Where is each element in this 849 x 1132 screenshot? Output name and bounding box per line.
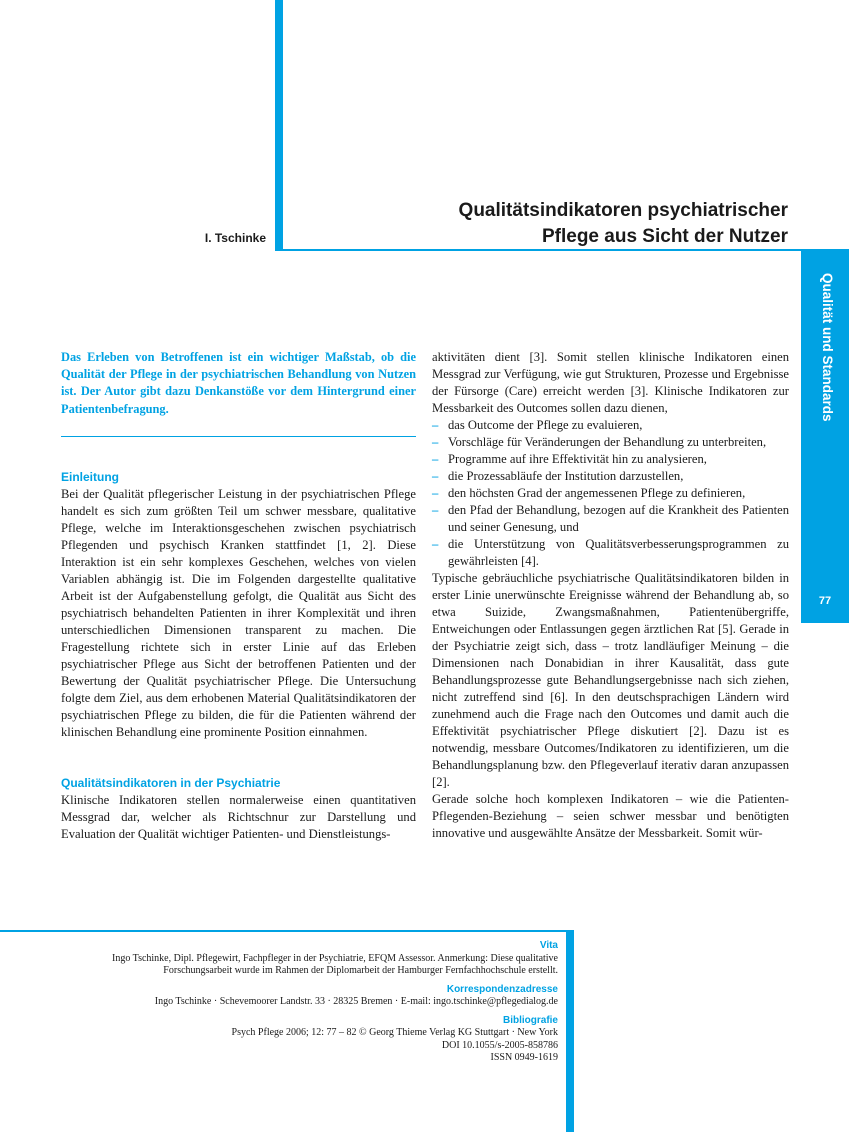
abstract: Das Erleben von Betroffenen ist ein wichtiger Maßstab, ob die Qualität der Pflege in der psychiatrischen Behandlung von Nutzen ist. Der Autor gibt dazu Denkanstöße vor dem Hintergrund einer Patientenbefragung. xyxy=(61,350,416,416)
bibliography-heading: Bibliografie xyxy=(502,1014,558,1026)
list-item: – die Unterstützung von Qualitätsverbesserungsprogrammen zu gewährleisten [4]. xyxy=(432,537,789,568)
list-item: – den höchsten Grad der angemessenen Pflege zu definieren, xyxy=(432,486,746,500)
dash-bullet: – xyxy=(432,503,439,517)
list-item: – Programme auf ihre Effektivität hin zu analysieren, xyxy=(432,452,707,466)
section-label: Qualität und Standards xyxy=(820,273,835,422)
right-column xyxy=(432,349,789,842)
vita-line-2: Forschungsarbeit wurde im Rahmen der Diplomarbeit der Hamburger Fernfachhochschule erstellt. xyxy=(163,965,558,976)
header-accent-bar xyxy=(275,0,283,251)
footer-accent-bar xyxy=(566,930,574,1132)
list-item: – den Pfad der Behandlung, bezogen auf die Krankheit des Patienten und seiner Genesung, und xyxy=(432,503,789,534)
title-line-2: Pflege aus Sicht der Nutzer xyxy=(541,226,788,247)
doi: DOI 10.1055/s-2005-858786 xyxy=(441,1039,558,1051)
intro-paragraph: Bei der Qualität pflegerischer Leistung in der psychiatrischen Pflege handelt es sich zum größten Teil um schwer messbare, qualitative Pflege, welche im Interaktionsgeschehen zwischen psychiatrisch Pflegenden und psychisch Kranken stattfindet [1, 2]. Diese Interaktion ist ein sehr komplexes Geschehen, welches von vielen Variablen abhängig ist. Die im Folgenden dargestellte qualitative Arbeit ist der Aufgabenstellung gefolgt, die Qualität aus Sicht des psychiatrisch behandelten Patienten in ihrer Komplexität und ihren unterschiedlichen Dimensionen transparent zu machen. Die Fragestellung richtete sich in erster Linie auf das Erleben psychiatrischer Pflege aus Sicht der betroffenen Patienten und der Bewertung der Qualität psychiatrischer Pflege. Die Untersuchung folgte dem Ziel, aus dem erhobenen Material Qualitätsindikatoren der psychiatrischen Pflege zu bilden, die für die Patienten während der klinischen Behandlung eine prominente Position einnahmen. xyxy=(61,486,416,739)
footer-rule xyxy=(0,930,574,932)
dash-bullet: – xyxy=(432,435,439,449)
page-number: 77 xyxy=(818,595,832,607)
dash-bullet: – xyxy=(432,537,439,551)
article-title xyxy=(328,198,788,250)
dash-bullet: – xyxy=(432,452,439,466)
indicators-paragraph: Klinische Indikatoren stellen normalerweise einen quantitativen Messgrad dar, welcher als Richtschnur zur Darstellung und Evaluation der Qualität wichtiger Patienten- und Dienstleistungs- xyxy=(61,792,416,841)
right-paragraph-1: aktivitäten dient [3]. Somit stellen klinische Indikatoren einen Messgrad zur Verfügung, wie gut Strukturen, Prozesse und Ergebnisse der Fürsorge (Care) erreicht werden [3]. Klinische Indikatoren zur Messbarkeit des Outcomes sollen dazu dienen, xyxy=(432,350,789,415)
issn: ISSN 0949-1619 xyxy=(490,1052,558,1063)
author-name: I. Tschinke xyxy=(204,231,266,245)
citation: Psych Pflege 2006; 12: 77 – 82 © Georg Thieme Verlag KG Stuttgart · New York xyxy=(231,1027,558,1038)
list-item: – die Prozessabläufe der Institution darzustellen, xyxy=(432,469,684,483)
right-paragraph-2: Typische gebräuchliche psychiatrische Qualitätsindikatoren bilden in erster Linie unerwünschte Ereignisse während der Behandlung ab, so etwa Suizide, Zwangsmaßnahmen, Patientenübergriffe, Entweichungen oder Entlassungen gegen ärztlichen Rat [5]. Gerade in der Psychiatrie zeigt sich, dass – trotz landläufiger Meinung – die Dimensionen nach Donabidian in ihrer Kausalität, dass gute Behandlungsprozesse gute Behandlungsergebnisse nach sich ziehen, nicht zutreffend sind [6]. In den deutschsprachigen Ländern wird zunehmend auch die Frage nach den Outcomes und damit auch die Effektivität psychiatrischer Pflege diskutiert [2]. Dazu ist es notwendig, messbare Outcomes/Indikatoren zu identifizieren, um die Behandlungsplanung bzw. den Pflegeverlauf iterativ daran anzupassen [2]. xyxy=(432,571,789,789)
list-item: – das Outcome der Pflege zu evaluieren, xyxy=(432,418,643,432)
title-line-1: Qualitätsindikatoren psychiatrischer xyxy=(458,200,788,221)
vita-heading: Vita xyxy=(539,940,558,951)
article-info-box xyxy=(18,940,558,1065)
right-paragraph-3: Gerade solche hoch komplexen Indikatoren – wie die Patienten-Pflegenden-Beziehung – seien schwer messbar und benötigten innovative und ausgewählte Ansätze der Messbarkeit. Somit wür- xyxy=(432,792,789,840)
dash-bullet: – xyxy=(432,469,439,483)
left-column xyxy=(61,349,416,843)
heading-quality-indicators: Qualitätsindikatoren in der Psychiatrie xyxy=(61,775,281,790)
dash-bullet: – xyxy=(432,486,439,500)
indicator-purpose-list xyxy=(432,417,789,570)
contact-address: Ingo Tschinke · Schevemoorer Landstr. 33 · 28325 Bremen · E-mail: ingo.tschinke@pflegedialog.de xyxy=(154,996,558,1007)
contact-heading: Korrespondenzadresse xyxy=(446,983,558,995)
list-item: – Vorschläge für Veränderungen der Behandlung zu unterbreiten, xyxy=(432,435,767,449)
section-side-tab xyxy=(801,251,849,623)
dash-bullet: – xyxy=(432,418,439,432)
abstract-divider xyxy=(61,436,416,437)
vita-line-1: Ingo Tschinke, Dipl. Pflegewirt, Fachpfleger in der Psychiatrie, EFQM Assessor. Anmerkung: Diese qualitative xyxy=(112,952,558,964)
heading-introduction: Einleitung xyxy=(61,469,119,484)
